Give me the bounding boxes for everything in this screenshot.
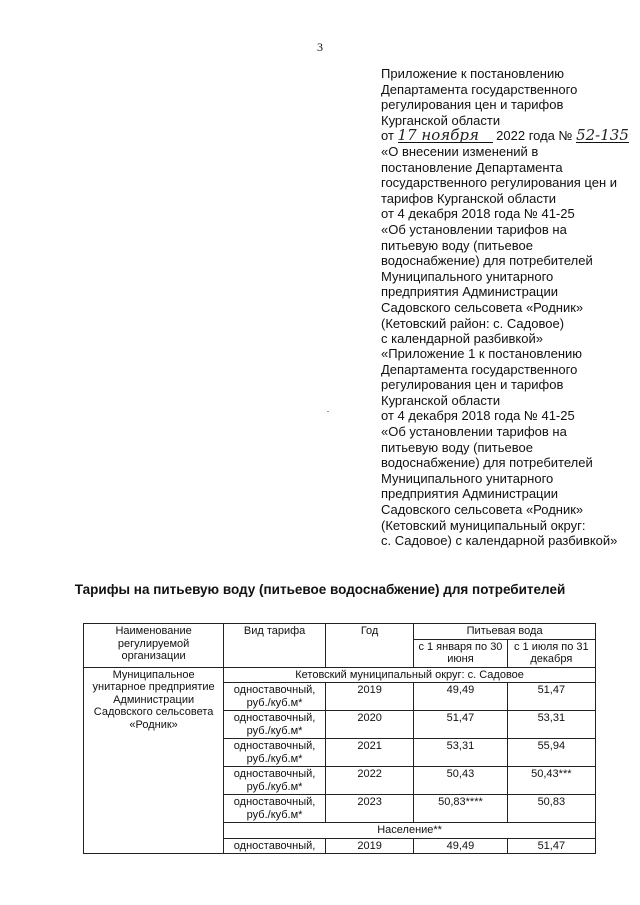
appendix-line: тарифов Курганской области [381, 190, 557, 206]
header-period1: с 1 января по 30 июня [414, 639, 507, 667]
tariff-type-cell: одноставочный, [224, 838, 326, 854]
table-title: Тарифы на питьевую воду (питьевое водоснабжение) для потребителей [74, 582, 566, 597]
tariff-type-cell: одноставочный, руб./куб.м* [224, 739, 326, 767]
header-year: Год [325, 624, 413, 668]
scan-speck [327, 411, 329, 412]
appendix-original [381, 346, 631, 549]
period2-cell: 55,94 [507, 739, 595, 767]
org-name-cell: Муниципальное унитарное предприятие Администрации Садовского сельсовета «Родник» [84, 667, 224, 854]
handwritten-number: 52-135 [576, 126, 629, 145]
appendix-line: от 4 декабря 2018 года № 41-25 [381, 206, 575, 222]
header-tariff-type: Вид тарифа [224, 624, 326, 668]
appendix-line: Курганской области [381, 112, 501, 128]
appendix-line: (Кетовский муниципальный округ: [381, 517, 586, 533]
appendix-line: предприятия Администрации [381, 486, 559, 502]
period1-cell: 50,83**** [414, 795, 507, 823]
table-row [84, 667, 596, 683]
tariff-type-cell: одноставочный, руб./куб.м* [224, 711, 326, 739]
appendix-line: Садовского сельсовета «Родник» [381, 299, 584, 315]
appendix-line: регулирования цен и тарифов [381, 97, 564, 113]
period2-cell: 50,83 [507, 795, 595, 823]
appendix-line: «Приложение 1 к постановлению [381, 346, 583, 361]
appendix-line: (Кетовский район: с. Садовое) [381, 315, 565, 331]
section-heading: Кетовский муниципальный округ: с. Садовое [224, 667, 596, 683]
appendix-line: регулирования цен и тарифов [381, 377, 564, 393]
appendix-line: Курганской области [381, 392, 501, 408]
year-cell: 2019 [325, 838, 413, 854]
header-water: Питьевая вода [414, 624, 596, 640]
header-period2: с 1 июля по 31 декабря [507, 639, 595, 667]
appendix-line: «О внесении изменений в [381, 143, 539, 159]
appendix-line: питьевую воду (питьевое [381, 237, 533, 253]
appendix-line: с календарной разбивкой» [381, 331, 543, 347]
period1-cell: 51,47 [414, 711, 507, 739]
appendix-line: «Об установлении тарифов на [381, 423, 567, 439]
period1-cell: 53,31 [414, 739, 507, 767]
year-cell: 2022 [325, 767, 413, 795]
period1-cell: 49,49 [414, 683, 507, 711]
appendix-line: с. Садовое) с календарной разбивкой» [381, 533, 618, 549]
period2-cell: 53,31 [507, 711, 595, 739]
section-heading: Население** [224, 823, 596, 839]
year-cell: 2019 [325, 683, 413, 711]
appendix-line: Садовского сельсовета «Родник» [381, 501, 584, 517]
date-prefix: от [381, 128, 394, 144]
appendix-current [381, 66, 631, 347]
appendix-line: водоснабжение) для потребителей [381, 253, 593, 269]
period1-cell: 49,49 [414, 838, 507, 854]
year-cell: 2020 [325, 711, 413, 739]
appendix-date-line [381, 128, 631, 144]
appendix-line: Приложение к постановлению [381, 66, 564, 81]
appendix-line: государственного регулирования цен и [381, 175, 618, 191]
tariff-type-cell: одноставочный, руб./куб.м* [224, 683, 326, 711]
table-header-row [84, 624, 596, 640]
appendix-line: водоснабжение) для потребителей [381, 455, 593, 471]
period1-cell: 50,43 [414, 767, 507, 795]
appendix-line: Муниципального унитарного [381, 470, 554, 486]
period2-cell: 51,47 [507, 683, 595, 711]
period2-cell: 51,47 [507, 838, 595, 854]
year-cell: 2021 [325, 739, 413, 767]
year-cell: 2023 [325, 795, 413, 823]
tariffs-table [83, 623, 596, 854]
period2-cell: 50,43*** [507, 767, 595, 795]
tariff-type-cell: одноставочный, руб./куб.м* [224, 795, 326, 823]
appendix-line: Муниципального унитарного [381, 268, 554, 284]
page-number: 3 [317, 40, 323, 54]
appendix-line: «Об установлении тарифов на [381, 221, 567, 237]
header-org: Наименование регулируемой организации [84, 624, 224, 668]
handwritten-date: 17 ноября [398, 129, 493, 143]
tariff-type-cell: одноставочный, руб./куб.м* [224, 767, 326, 795]
appendix-line: от 4 декабря 2018 года № 41-25 [381, 408, 575, 424]
appendix-line: постановление Департамента [381, 159, 563, 175]
appendix-line: предприятия Администрации [381, 284, 559, 300]
year-text: 2022 года № [496, 128, 573, 144]
appendix-line: Департамента государственного [381, 81, 578, 97]
appendix-line: питьевую воду (питьевое [381, 439, 533, 455]
appendix-line: Департамента государственного [381, 361, 578, 377]
